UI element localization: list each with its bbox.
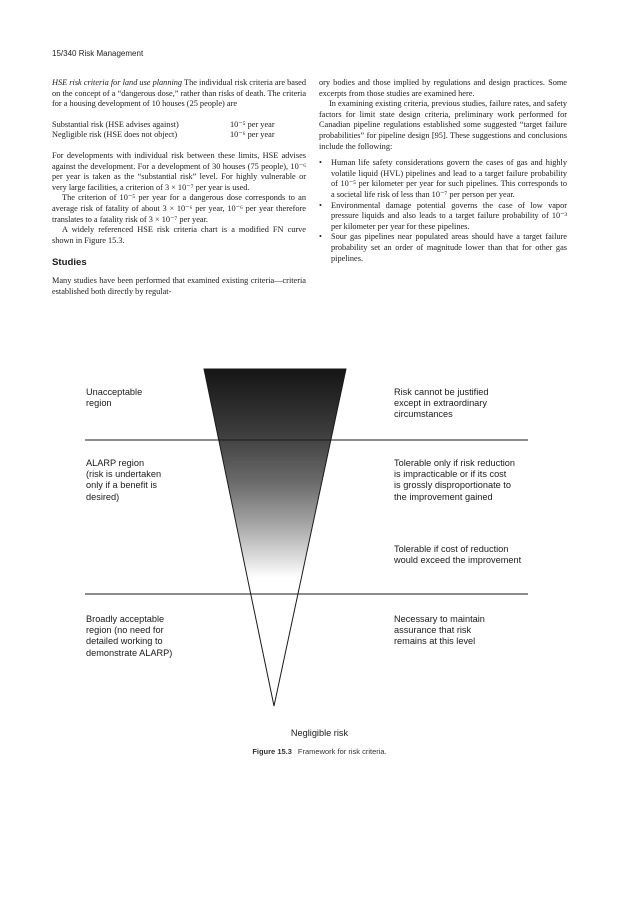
figure-caption: [0, 747, 639, 756]
figure-number: Figure 15.3: [252, 747, 292, 756]
risk-cannot-justify-label: Risk cannot be justified except in extraordinary circumstances: [394, 387, 489, 420]
body-paragraph: Many studies have been performed that examined existing criteria—criteria established both directly by regulat-: [52, 275, 306, 296]
figure-caption-text: Framework for risk criteria.: [297, 747, 387, 756]
tolerable-impracticable-label: Tolerable only if risk reduction is impracticable or if its cost is grossly disproportionate to the improvement gained: [394, 458, 516, 502]
body-paragraph: A widely referenced HSE risk criteria chart is a modified FN curve shown in Figure 15.3.: [52, 225, 306, 245]
negligible-risk-label: Negligible risk: [290, 728, 349, 738]
criteria-value: 10⁻⁵ per year: [230, 119, 275, 129]
section-title-studies: Studies: [52, 257, 87, 269]
list-item: • Environmental damage potential governs the case of low vapor pressure liquids and also leads to a target failure probability of 10⁻³ per kilometer per year for these pipelines.: [319, 201, 567, 233]
body-paragraph: The criterion of 10⁻⁵ per year for a dangerous dose corresponds to an average risk of fatality of about 3 × 10⁻⁶ per year, 10⁻⁶ per year therefore translates to a fatality risk of 3 × 10⁻⁷ per year.: [52, 193, 306, 224]
unacceptable-region-label: Unacceptable region: [86, 387, 143, 409]
alarp-region-label: ALARP region (risk is undertaken only if a benefit is desired): [86, 458, 162, 502]
list-item: • Human life safety considerations govern the cases of gas and highly volatile liquid (HVL) pipelines and lead to a target failure probability of 10⁻⁵ per kilometer per year for such pipelines. This corresponds to a societal life risk of less than 10⁻⁷ per person per year.: [319, 158, 567, 200]
necessary-maintain-label: Necessary to maintain assurance that risk remains at this level: [394, 614, 485, 647]
broadly-acceptable-label: Broadly acceptable region (no need for detailed working to demonstrate ALARP): [86, 614, 173, 658]
hse-intro-text: The individual risk criteria are based on the concept of a “dangerous dose,” rather than risks of death. The criteria for a housing development of 10 houses (25 people) are: [52, 78, 307, 109]
list-item: • Sour gas pipelines near populated areas should have a target failure probability set an order of magnitude lower than that for other gas pipelines.: [319, 232, 567, 264]
body-paragraph: For developments with individual risk between these limits, HSE advises against the development. For a development of 30 houses (75 people), 10⁻⁶ per year is taken as the “substantial risk” level. For highly vulnerable or very large facilities, a criterion of 3 × 10⁻⁷ per year is used.: [52, 150, 306, 192]
body-paragraph: ory bodies and those implied by regulations and design practices. Some excerpts from those studies are examined here.: [319, 78, 567, 98]
criteria-label: Negligible risk (HSE does not object): [52, 130, 178, 140]
criteria-label: Substantial risk (HSE advises against): [52, 119, 179, 129]
hse-heading: HSE risk criteria for land use planning: [52, 78, 183, 87]
risk-funnel-triangle: [204, 369, 346, 706]
criteria-value: 10⁻⁶ per year: [230, 130, 275, 140]
tolerable-cost-label: Tolerable if cost of reduction would exceed the improvement: [394, 544, 522, 566]
body-paragraph: In examining existing criteria, previous studies, failure rates, and safety factors for limit state design criteria, preliminary work performed for Canadian pipeline regulations established some suggested “target failure probabilities” for pipeline design [95]. These suggestions and conclusions include the following:: [319, 99, 567, 151]
running-head: 15/340 Risk Management: [52, 49, 144, 58]
